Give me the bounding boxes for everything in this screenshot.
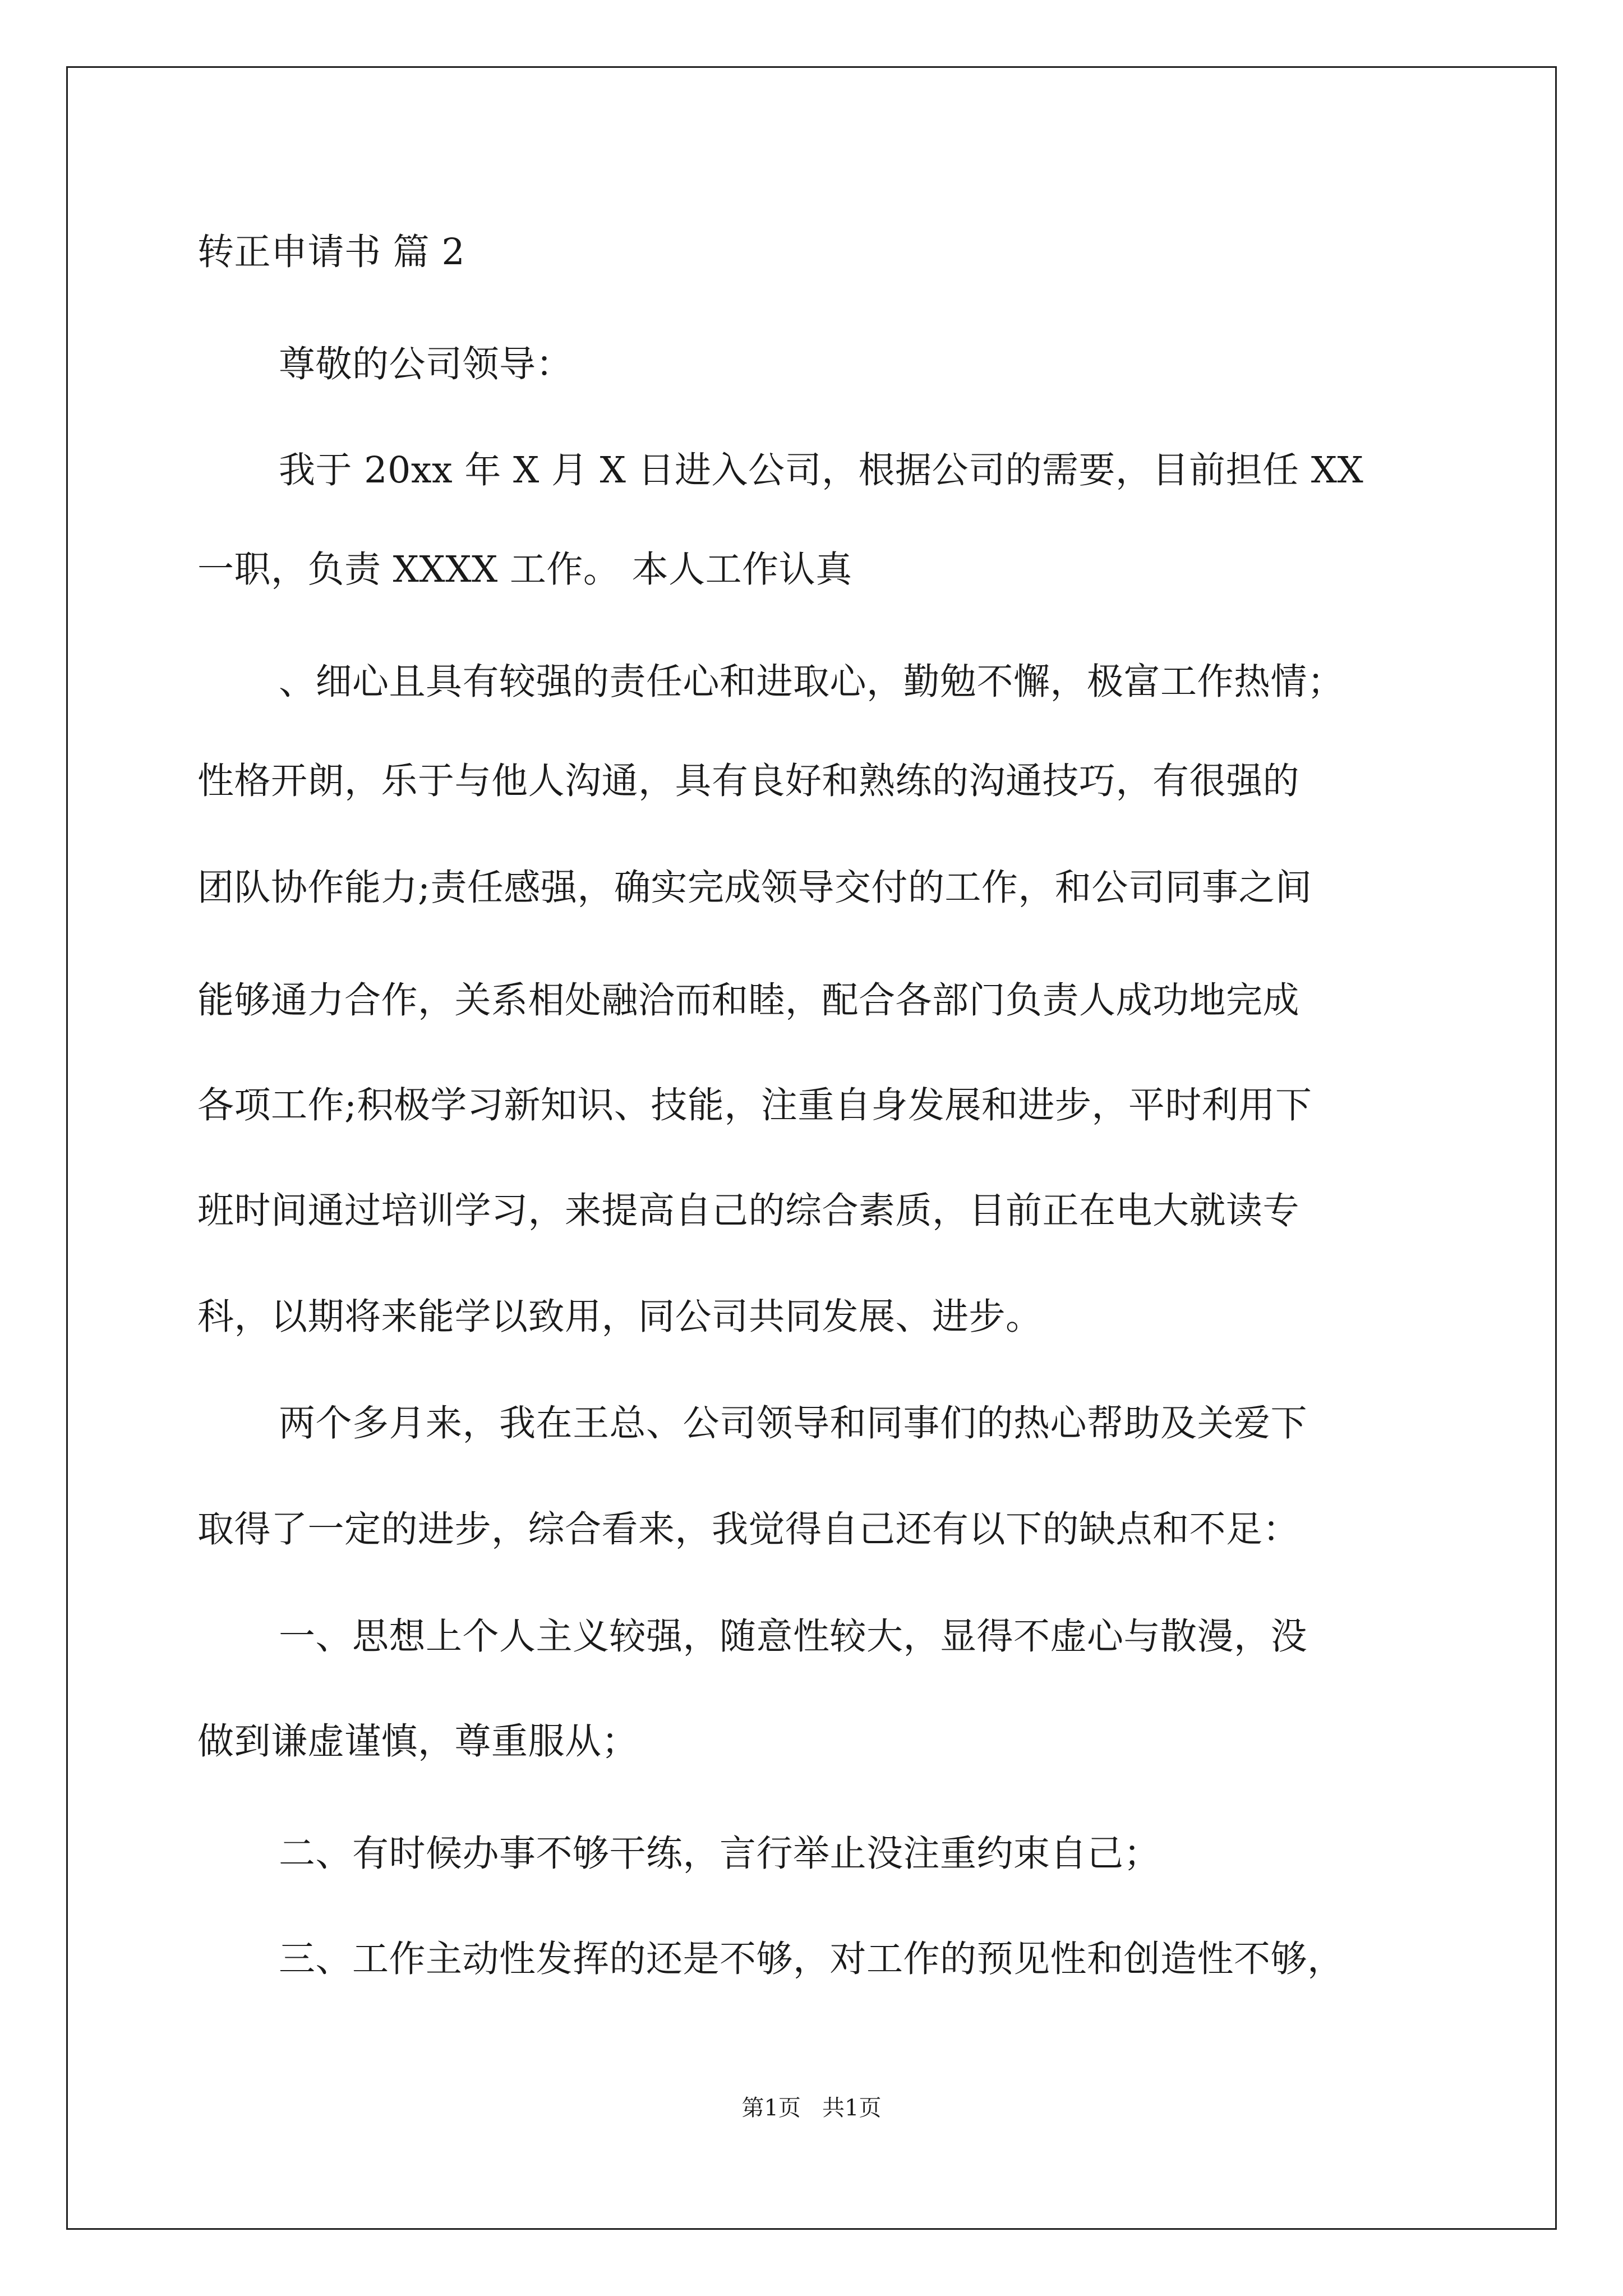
paragraph-line: 一职，负责 XXXX 工作。 本人工作认真 — [197, 549, 852, 591]
salutation: 尊敬的公司领导： — [279, 343, 573, 385]
document-title: 转正申请书 篇 2 — [197, 231, 465, 273]
paragraph-line: 团队协作能力;责任感强，确实完成领导交付的工作，和公司同事之间 — [197, 867, 1312, 909]
paragraph-line: 两个多月来，我在王总、公司领导和同事们的热心帮助及关爱下 — [279, 1402, 1308, 1444]
paragraph-line: 一、思想上个人主义较强，随意性较大，显得不虚心与散漫，没 — [279, 1616, 1308, 1658]
paragraph-line: 做到谦虚谨慎，尊重服从； — [197, 1720, 639, 1763]
paragraph-line: 科，以期将来能学以致用，同公司共同发展、进步。 — [197, 1296, 1043, 1338]
paragraph-line: 班时间通过培训学习，来提高自己的综合素质，目前正在电大就读专 — [197, 1190, 1300, 1232]
paragraph-line: 性格开朗，乐于与他人沟通，具有良好和熟练的沟通技巧，有很强的 — [197, 760, 1300, 802]
paragraph-line: 三、工作主动性发挥的还是不够，对工作的预见性和创造性不够， — [279, 1938, 1344, 1980]
paragraph-line: 取得了一定的进步，综合看来，我觉得自己还有以下的缺点和不足： — [197, 1508, 1300, 1550]
page-number-footer: 第1页 共1页 — [741, 2095, 882, 2121]
paragraph-line: 各项工作;积极学习新知识、技能，注重自身发展和进步，平时利用下 — [197, 1084, 1312, 1126]
paragraph-line: 、细心且具有较强的责任心和进取心，勤勉不懈，极富工作热情； — [279, 661, 1344, 703]
page-border — [66, 66, 1557, 2230]
paragraph-line: 我于 20xx 年 X 月 X 日进入公司，根据公司的需要，目前担任 XX — [279, 449, 1364, 491]
paragraph-line: 能够通力合作，关系相处融洽而和睦，配合各部门负责人成功地完成 — [197, 979, 1300, 1022]
paragraph-line: 二、有时候办事不够干练，言行举止没注重约束自己； — [279, 1833, 1161, 1875]
